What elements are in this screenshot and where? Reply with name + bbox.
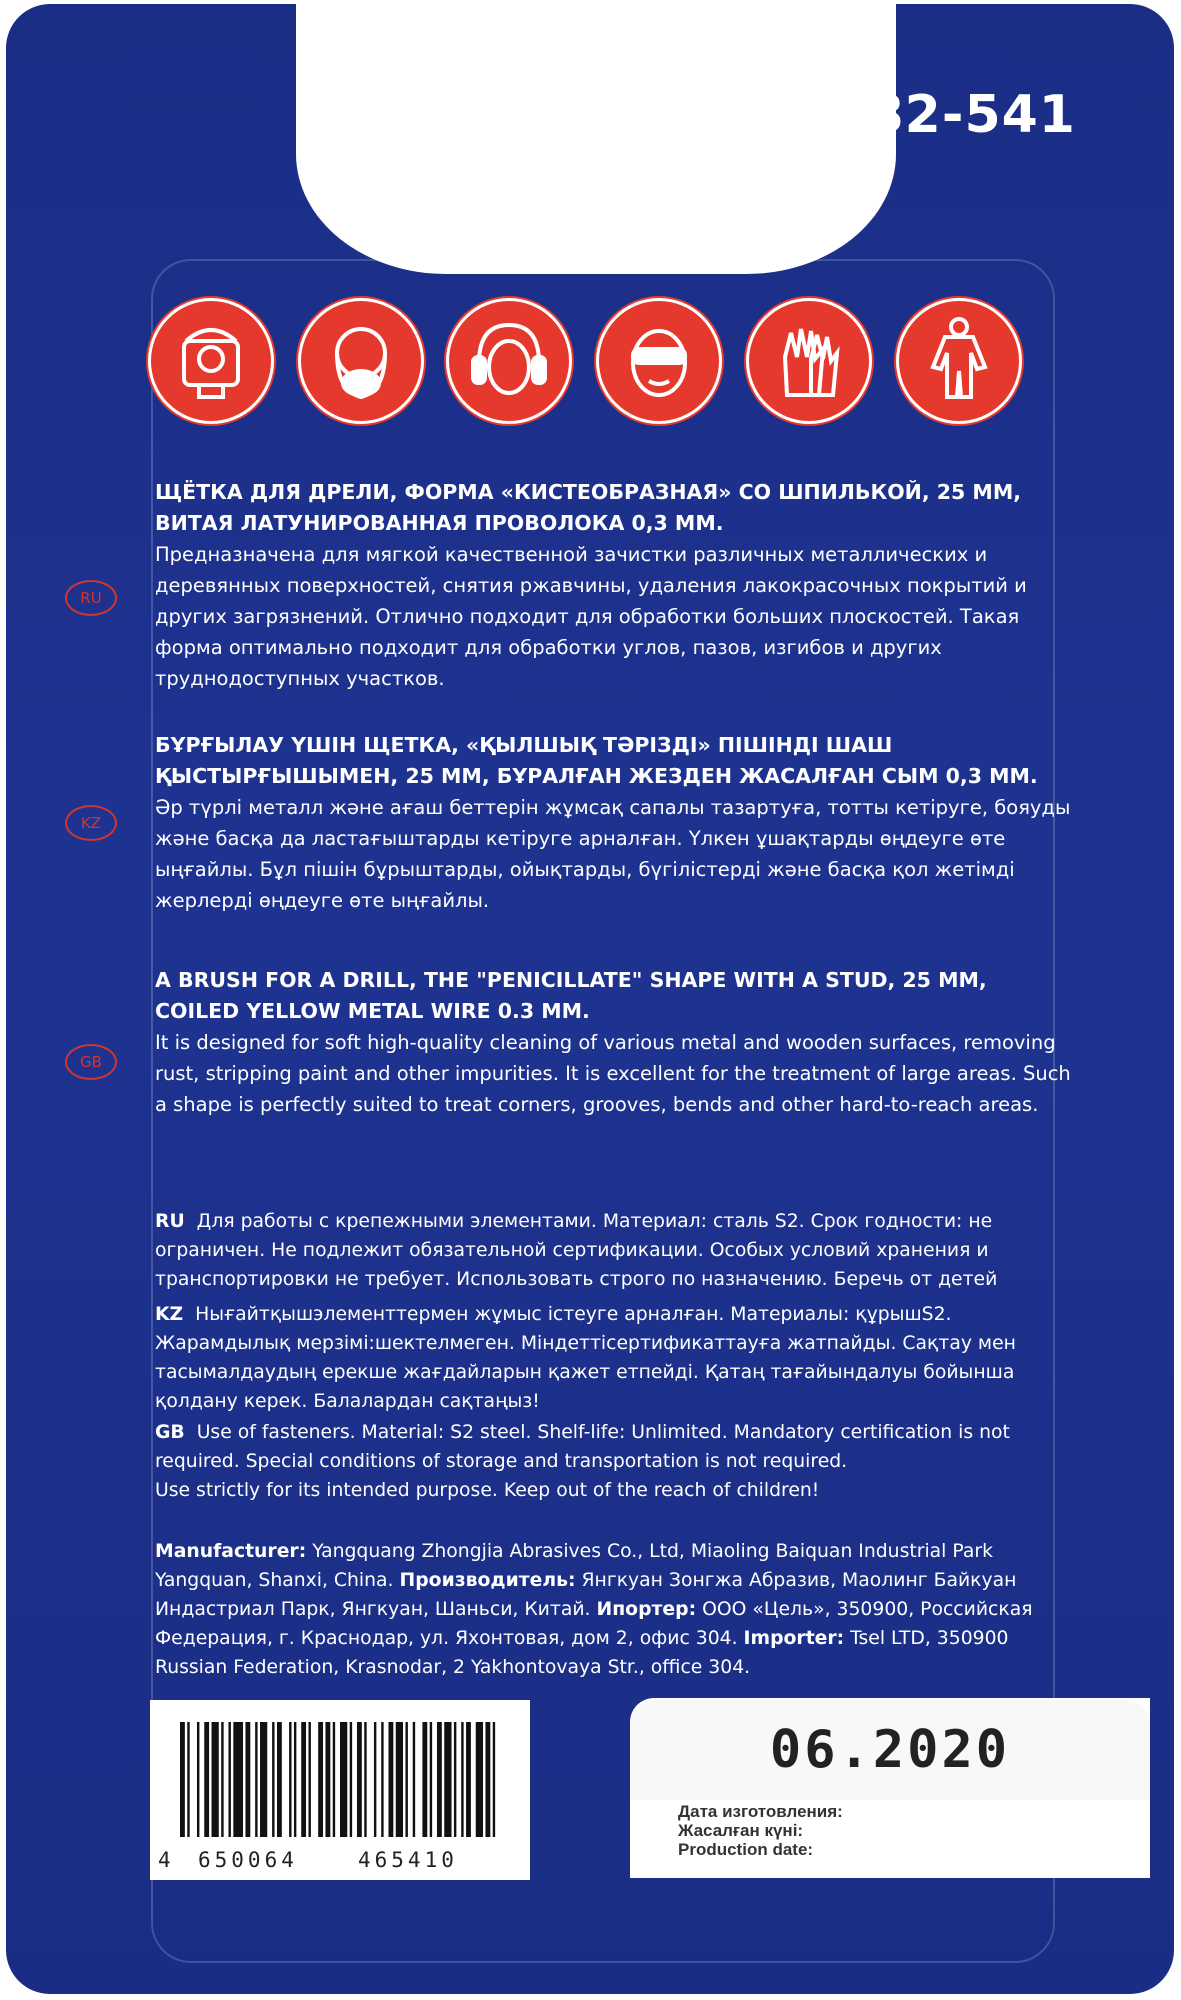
hang-hole — [296, 4, 896, 274]
date-label-kz: Жасалған күні: — [678, 1821, 804, 1840]
ear-protection-icon — [446, 298, 572, 424]
barcode-bar — [422, 1722, 427, 1837]
barcode-digits — [158, 1848, 522, 1872]
note-code: KZ — [155, 1304, 184, 1325]
barcode-bar — [461, 1722, 463, 1837]
barcode-bar — [301, 1722, 306, 1837]
barcode-bar — [430, 1722, 432, 1837]
note-ru — [155, 1207, 1076, 1294]
section-text: It is designed for soft high-quality cleaning of various metal and wooden surfaces, removing rust, stripping paint and other impurities. It is excellent for the treatment of large areas. Such a shape is perfectly suited to treat corners, grooves, bends and other hard-to-reach areas. — [155, 1031, 1071, 1116]
barcode-bar — [405, 1722, 407, 1837]
barcode-bar — [476, 1722, 483, 1837]
barcode-bar — [228, 1722, 230, 1837]
note-text: Нығайтқышэлементтермен жұмыс істеуге арналған. Материалы: құрышS2. Жарамдылық мерзімі:шектелмеген. Міндеттісертификаттауға жатпайды. Сақтау мен тасымалдаудың ерекше жағдайларын қажет етпейді. Қатаң тағайындалуы бойынша қолдану керек. Балалардан сақтаңыз! — [155, 1304, 1016, 1412]
barcode-bar — [364, 1722, 366, 1837]
protective-suit-icon — [896, 298, 1022, 424]
barcode-bar — [289, 1722, 291, 1837]
manufacturer-text: Yangquang Zhongjia Abrasives Co., Ltd, Miaoling Baiquan Industrial Park Yangquan, Shanxi, China. — [155, 1541, 993, 1591]
barcode-bar — [340, 1722, 347, 1837]
production-date-value: 06.2020 — [630, 1700, 1150, 1800]
barcode-bar — [485, 1722, 490, 1837]
date-label-en: Production date: — [678, 1840, 814, 1859]
section-heading: A BRUSH FOR A DRILL, THE "PENICILLATE" SHAPE WITH A STUD, 25 MM, COILED YELLOW METAL WIRE 0.3 MM. — [155, 968, 987, 1023]
production-date-labels — [678, 1802, 843, 1859]
note-text-2: Use strictly for its intended purpose. Keep out of the reach of children! — [155, 1480, 820, 1501]
production-date-sticker — [630, 1698, 1150, 1878]
respirator-icon — [298, 298, 424, 424]
barcode-bar — [454, 1722, 456, 1837]
manufacturer-label-ru: Производитель: — [399, 1570, 576, 1591]
section-heading: ЩЁТКА ДЛЯ ДРЕЛИ, ФОРМА «КИСТЕОБРАЗНАЯ» СО ШПИЛЬКОЙ, 25 ММ, ВИТАЯ ЛАТУНИРОВАННАЯ ПРОВОЛОКА 0,3 ММ. — [155, 480, 1022, 535]
section-text: Предназначена для мягкой качественной зачистки различных металлических и деревянных поверхностей, снятия ржавчины, удаления лакокрасочных покрытий и других загрязнений. Отлично подходит для обработки больших плоскостей. Такая форма оптимально подходит для обработки углов, пазов, изгибов и других труднодоступных участков. — [155, 543, 1027, 690]
barcode-bar — [493, 1722, 495, 1837]
safety-icons-row — [148, 298, 1028, 433]
barcode-bar — [381, 1722, 383, 1837]
barcode-bar — [204, 1722, 209, 1837]
note-code: RU — [155, 1211, 185, 1232]
face-shield-icon — [148, 298, 274, 424]
note-kz — [155, 1300, 1076, 1416]
note-code: GB — [155, 1422, 185, 1443]
barcode-bar — [318, 1722, 323, 1837]
barcode-bar — [437, 1722, 442, 1837]
barcode-bar — [294, 1722, 296, 1837]
manufacturer-text-ru: Янгкуан Зонгжа Абразив, Маолинг Байкуан Индастриал Парк, Янгкуан, Шаньси, Китай. — [155, 1570, 1017, 1620]
protective-gloves-icon — [746, 298, 872, 424]
barcode-bar — [233, 1722, 243, 1837]
barcode-digit-first: 4 — [158, 1848, 171, 1872]
lang-badge-gb: GB — [65, 1044, 117, 1080]
barcode-bar — [325, 1722, 330, 1837]
barcode-bar — [396, 1722, 403, 1837]
section-ru — [155, 477, 1071, 694]
barcode-bar — [212, 1722, 219, 1837]
manufacturer-info — [155, 1537, 1076, 1682]
barcode-bar — [277, 1722, 282, 1837]
barcode-bar — [245, 1722, 250, 1837]
barcode-bar — [180, 1722, 185, 1837]
barcode-bar — [413, 1722, 415, 1837]
importer-text: Tsel LTD, 350900 Russian Federation, Krasnodar, 2 Yakhontovaya Str., office 304. — [155, 1628, 1009, 1678]
barcode-bar — [197, 1722, 199, 1837]
section-gb — [155, 965, 1071, 1120]
barcode-bar — [272, 1722, 274, 1837]
lang-badge-ru: RU — [65, 580, 117, 616]
lang-badge-kz: KZ — [65, 805, 117, 841]
section-text: Әр түрлі металл және ағаш беттерін жұмсақ сапалы тазартуға, тотты кетіруге, бояуды және басқа да ластағыштарды кетіруге арналған. Үлкен ұшақтарды өңдеуге өте ыңғайлы. Бұл пішін бұрыштарды, ойықтарды, бүгілістерді және басқа қол жетімді жерлерді өңдеуге өте ыңғайлы. — [155, 796, 1071, 912]
barcode-bars — [180, 1722, 500, 1837]
note-text: Use of fasteners. Material: S2 steel. Shelf-life: Unlimited. Mandatory certification is not required. Special conditions of storage and transportation is not required. — [155, 1422, 1010, 1472]
barcode-bar — [221, 1722, 223, 1837]
barcode-digits-mid: 650064 — [198, 1848, 298, 1872]
note-text: Для работы с крепежными элементами. Материал: сталь S2. Срок годности: не ограничен. Не подлежит обязательной сертификации. Особых условий хранения и транспортировки не требует. Использовать строго по назначению. Беречь от детей — [155, 1211, 998, 1290]
section-kz — [155, 730, 1071, 916]
sku-number: 82-541 — [867, 85, 1076, 145]
barcode-digits-last: 465410 — [358, 1848, 458, 1872]
barcode-bar — [255, 1722, 257, 1837]
barcode-bar — [333, 1722, 335, 1837]
importer-label-ru: Ипортер: — [596, 1599, 697, 1620]
barcode-bar — [388, 1722, 393, 1837]
barcode-bar — [260, 1722, 267, 1837]
barcode-bar — [308, 1722, 310, 1837]
barcode-bar — [444, 1722, 451, 1837]
barcode-bar — [466, 1722, 471, 1837]
barcode-bar — [374, 1722, 376, 1837]
safety-goggles-icon — [596, 298, 722, 424]
barcode-bar — [350, 1722, 352, 1837]
note-gb — [155, 1418, 1076, 1505]
importer-text-ru: ООО «Цель», 350900, Российская Федерация, г. Краснодар, ул. Яхонтовая, дом 2, офис 304. — [155, 1599, 1033, 1649]
date-label-ru: Дата изготовления: — [678, 1802, 843, 1821]
section-heading: БҰРҒЫЛАУ ҮШІН ЩЕТКА, «ҚЫЛШЫҚ ТӘРІЗДІ» ПІШІНДІ ШАШ ҚЫСТЫРҒЫШЫМЕН, 25 ММ, БҰРАЛҒАН ЖЕЗДЕН ЖАСАЛҒАН СЫМ 0,3 ММ. — [155, 733, 1038, 788]
importer-label: Importer: — [743, 1628, 845, 1649]
barcode-bar — [357, 1722, 362, 1837]
manufacturer-label: Manufacturer: — [155, 1541, 307, 1562]
barcode — [150, 1700, 530, 1880]
barcode-bar — [187, 1722, 189, 1837]
